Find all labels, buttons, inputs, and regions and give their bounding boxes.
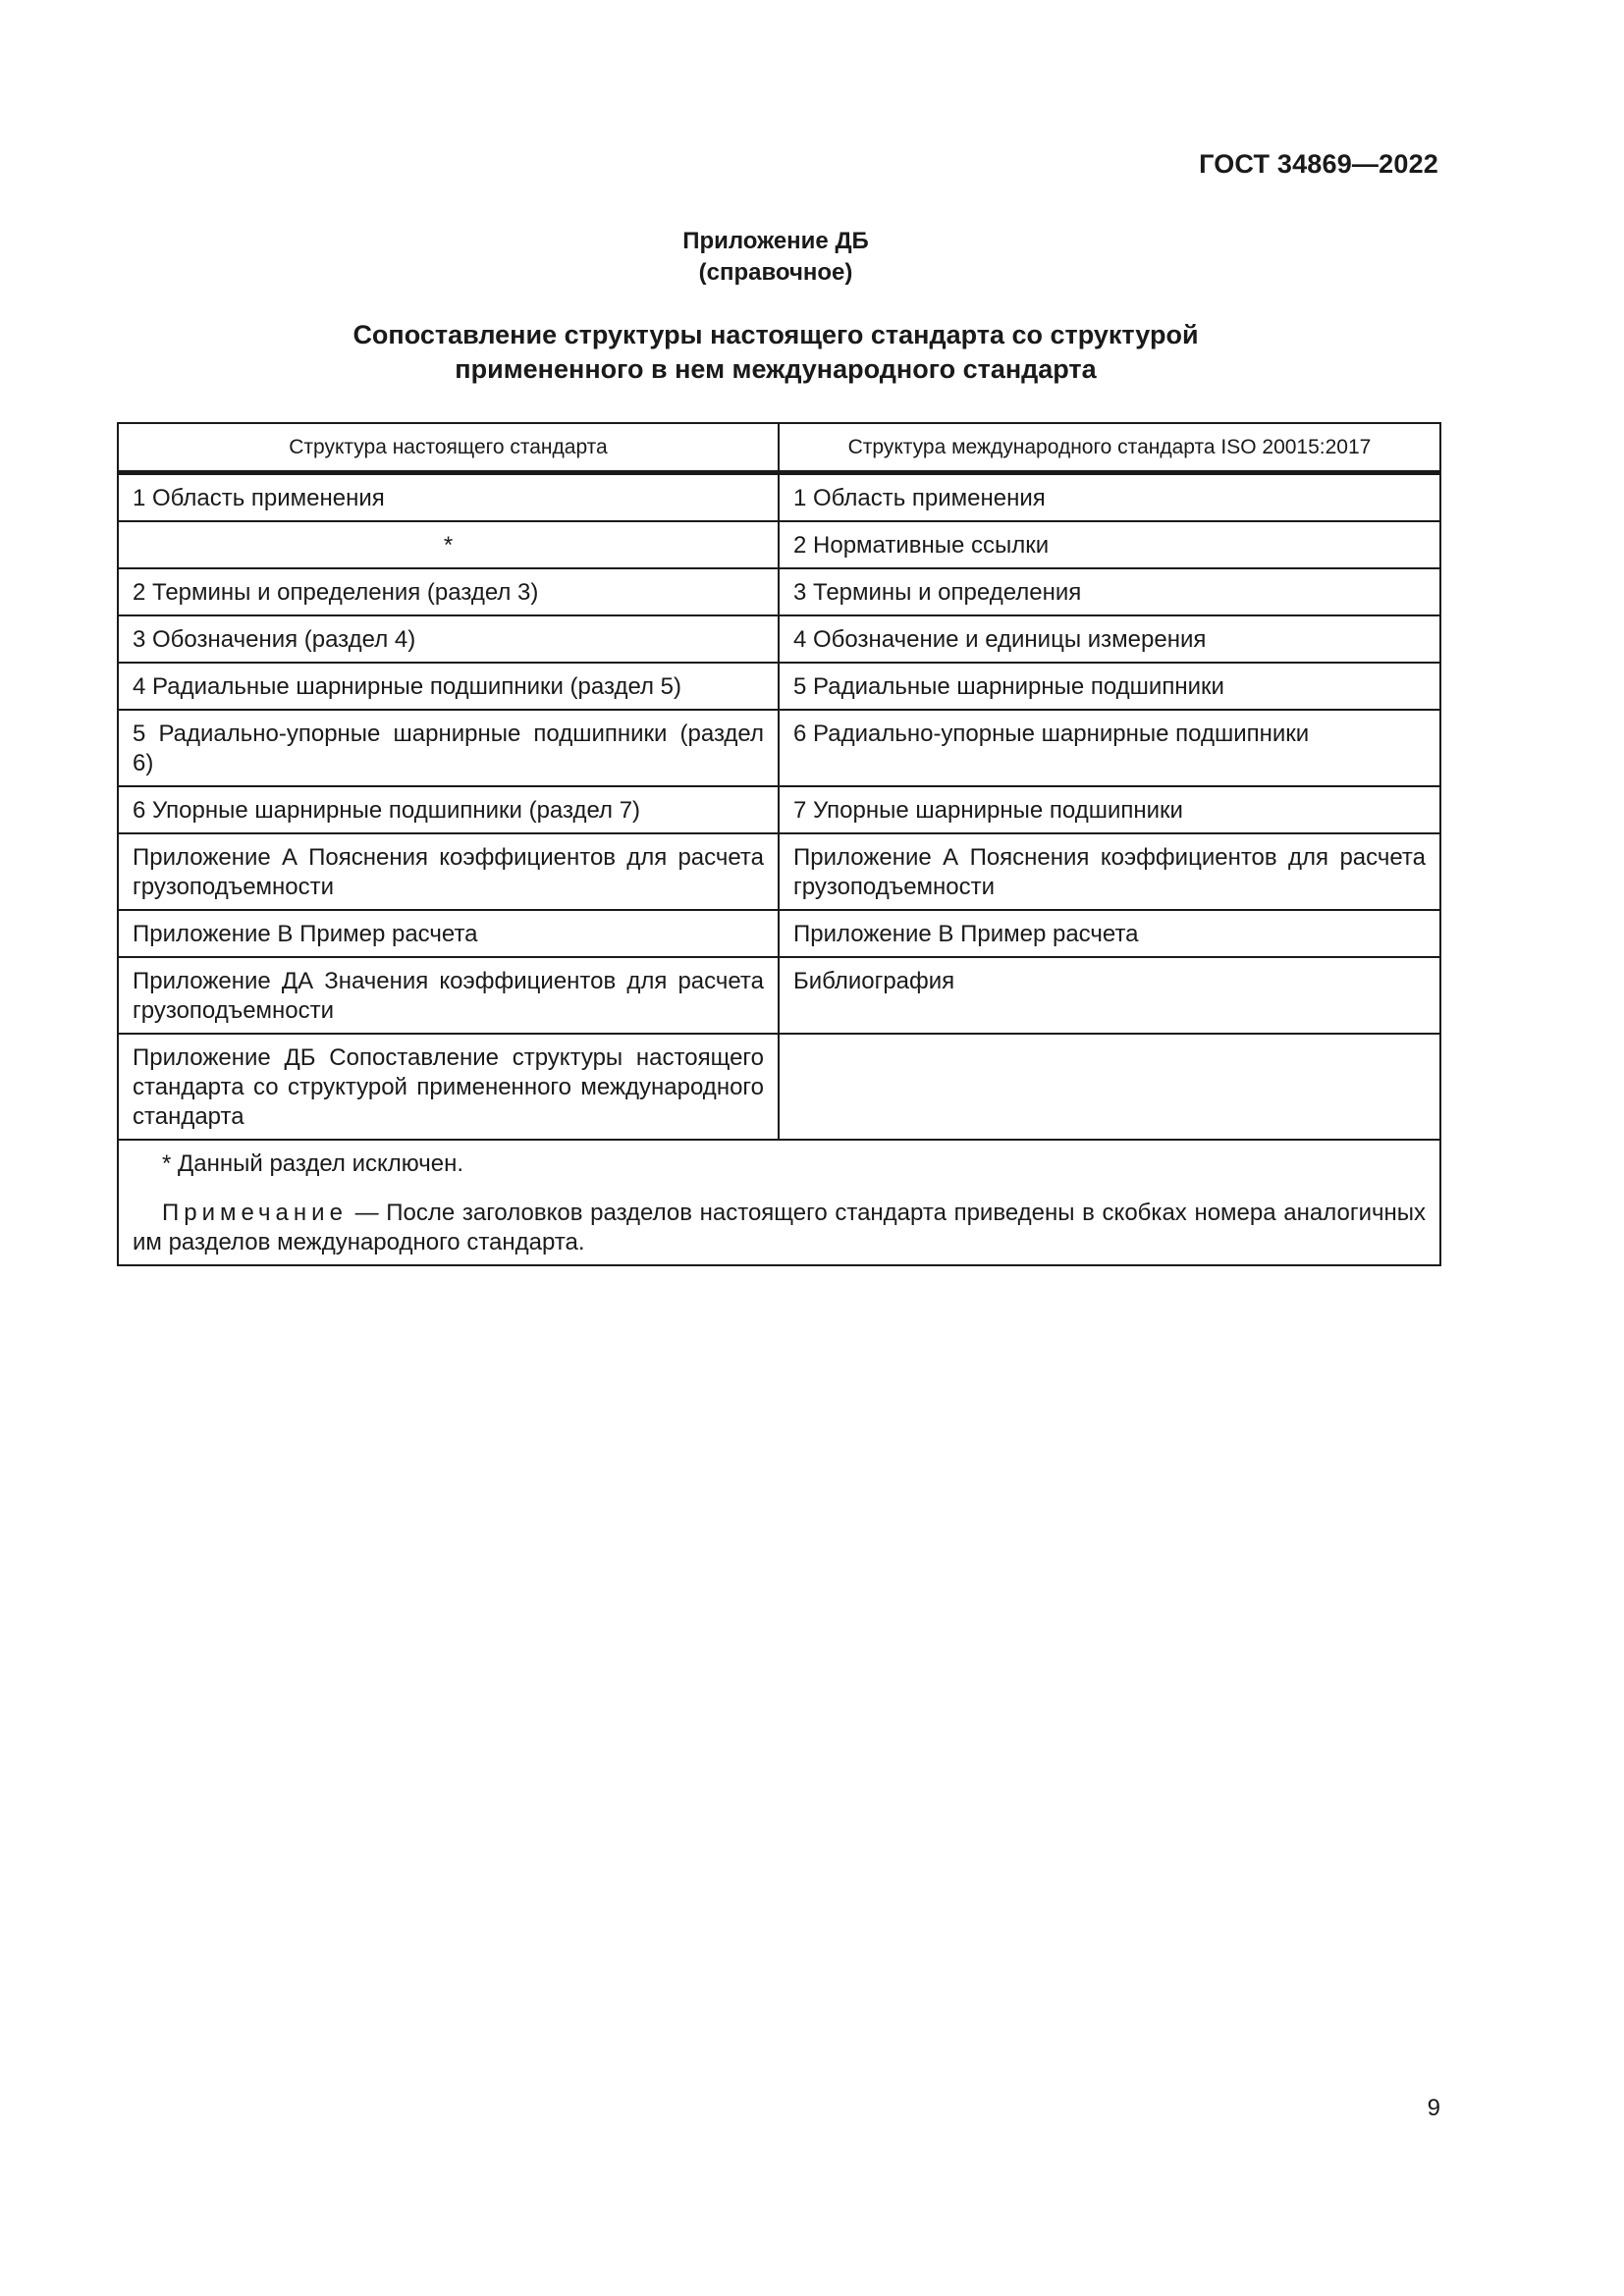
table-cell-national: 3 Обозначения (раздел 4)	[118, 615, 779, 663]
table-cell-international: 3 Термины и определения	[779, 568, 1440, 615]
annex-label: Приложение ДБ	[682, 228, 869, 254]
table-cell-national: Приложение ДБ Сопоставление структуры настоящего стандарта со структурой примененного международного стандарта	[118, 1034, 779, 1140]
table-cell-national: Приложение В Пример расчета	[118, 910, 779, 957]
table-cell-international: Приложение В Пример расчета	[779, 910, 1440, 957]
table-cell-national: 1 Область применения	[118, 473, 779, 522]
table-cell-national: Приложение ДА Значения коэффициентов для расчета грузоподъемности	[118, 957, 779, 1034]
table-footer	[118, 1140, 1440, 1265]
table-cell-national: 4 Радиальные шарнирные подшипники (раздел 5)	[118, 663, 779, 710]
column-header-national: Структура настоящего стандарта	[118, 423, 779, 473]
table-cell-international: Библиография	[779, 957, 1440, 1034]
table-cell-national: 2 Термины и определения (раздел 3)	[118, 568, 779, 615]
table-cell-international: 2 Нормативные ссылки	[779, 521, 1440, 568]
column-header-international: Структура международного стандарта ISO 20015:2017	[779, 423, 1440, 473]
table-cell-international: 4 Обозначение и единицы измерения	[779, 615, 1440, 663]
document-code: ГОСТ 34869—2022	[1199, 149, 1438, 179]
annex-heading	[0, 226, 1551, 289]
table-cell-international: 5 Радиальные шарнирные подшипники	[779, 663, 1440, 710]
table-row	[118, 710, 1440, 786]
table-cell-national: *	[118, 521, 779, 568]
table-cell-international	[779, 1034, 1440, 1140]
page-title	[0, 318, 1551, 387]
table-row	[118, 568, 1440, 615]
footnote: * Данный раздел исключен.	[162, 1150, 463, 1177]
table-row	[118, 663, 1440, 710]
note-text: — После заголовков разделов настоящего стандарта приведены в скобках номера аналогичных им разделов международного стандарта.	[133, 1200, 1426, 1255]
table-cell-international: 7 Упорные шарнирные подшипники	[779, 786, 1440, 833]
table-cell-national: 5 Радиально-упорные шарнирные подшипники (раздел 6)	[118, 710, 779, 786]
title-line-1: Сопоставление структуры настоящего стандарта со структурой	[352, 320, 1199, 349]
title-line-2: примененного в нем международного стандарта	[455, 354, 1097, 384]
table-cell-international: 1 Область применения	[779, 473, 1440, 522]
note	[133, 1199, 1426, 1257]
note-label: Примечание	[162, 1200, 348, 1226]
table-footer-row	[118, 1140, 1440, 1265]
table-row	[118, 1034, 1440, 1140]
table-row	[118, 473, 1440, 522]
table-header-row	[118, 423, 1440, 473]
table-cell-national: Приложение А Пояснения коэффициентов для расчета грузоподъемности	[118, 833, 779, 910]
comparison-table	[117, 422, 1441, 1266]
annex-kind: (справочное)	[698, 259, 853, 286]
table-cell-national: 6 Упорные шарнирные подшипники (раздел 7)	[118, 786, 779, 833]
table-cell-international: 6 Радиально-упорные шарнирные подшипники	[779, 710, 1440, 786]
table-row	[118, 615, 1440, 663]
table-row	[118, 833, 1440, 910]
table-row	[118, 521, 1440, 568]
table-cell-international: Приложение А Пояснения коэффициентов для расчета грузоподъемности	[779, 833, 1440, 910]
page-number: 9	[1427, 2095, 1440, 2121]
table-row	[118, 910, 1440, 957]
table-row	[118, 786, 1440, 833]
table-row	[118, 957, 1440, 1034]
